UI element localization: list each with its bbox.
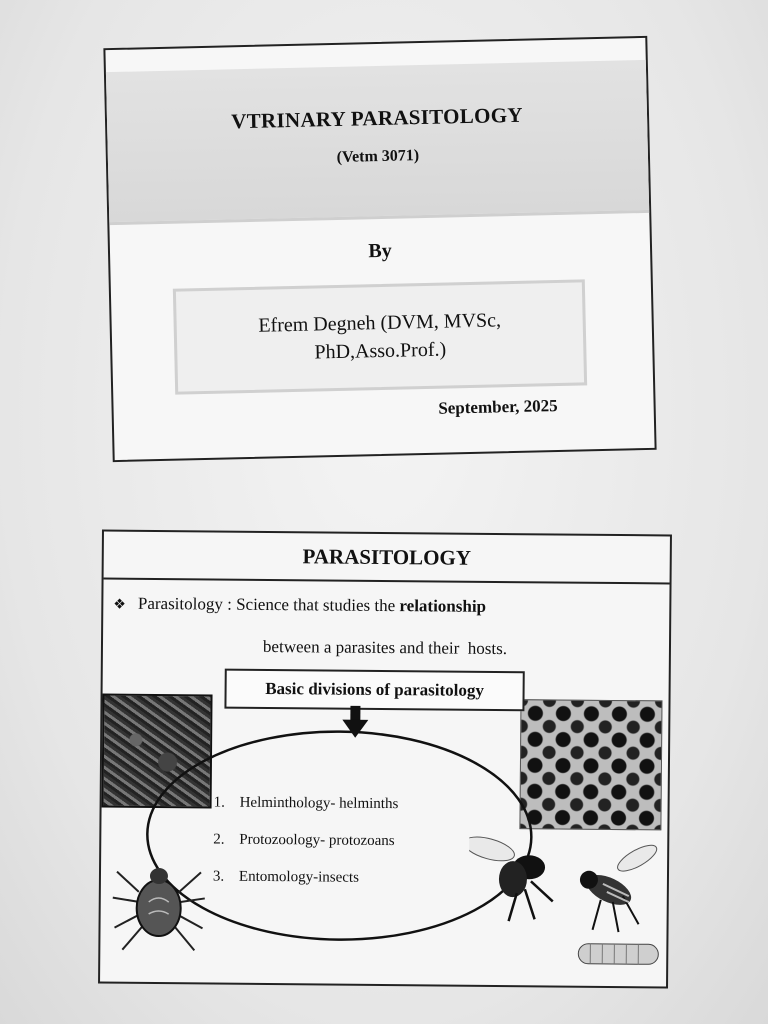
mite-illustration	[108, 852, 209, 963]
definition-continuation: between a parasites and their hosts.	[262, 636, 508, 659]
title-slide	[103, 36, 656, 462]
divisions-label: Basic divisions of parasitology	[265, 678, 485, 700]
by-label: By	[368, 239, 392, 263]
author-name: Efrem Degneh (DVM, MVSc, PhD,Asso.Prof.)	[258, 309, 502, 364]
definition-emphasis: relationship	[399, 596, 487, 616]
protozoa-photo	[519, 699, 662, 830]
divisions-box	[224, 669, 524, 712]
divisions-list	[213, 795, 399, 908]
slide-header	[104, 532, 670, 585]
slide-title: PARASITOLOGY	[302, 543, 472, 570]
course-title: VTRINARY PARASITOLOGY	[230, 102, 524, 134]
author-box	[173, 279, 587, 394]
presentation-date: September, 2025	[438, 396, 558, 418]
diamond-bullet-icon: ❖	[113, 597, 126, 613]
definition-text: Parasitology : Science that studies the	[137, 593, 400, 616]
list-item: 1. Helminthology- helminths	[213, 794, 399, 813]
parasitology-slide	[98, 530, 672, 989]
course-code: (Vetm 3071)	[336, 147, 420, 166]
insects-illustration	[468, 831, 669, 983]
definition-bullet	[113, 594, 486, 617]
list-item: 2. Protozoology- protozoans	[213, 831, 395, 850]
list-item: 3. Entomology-insects	[212, 868, 360, 886]
title-band	[106, 60, 649, 225]
